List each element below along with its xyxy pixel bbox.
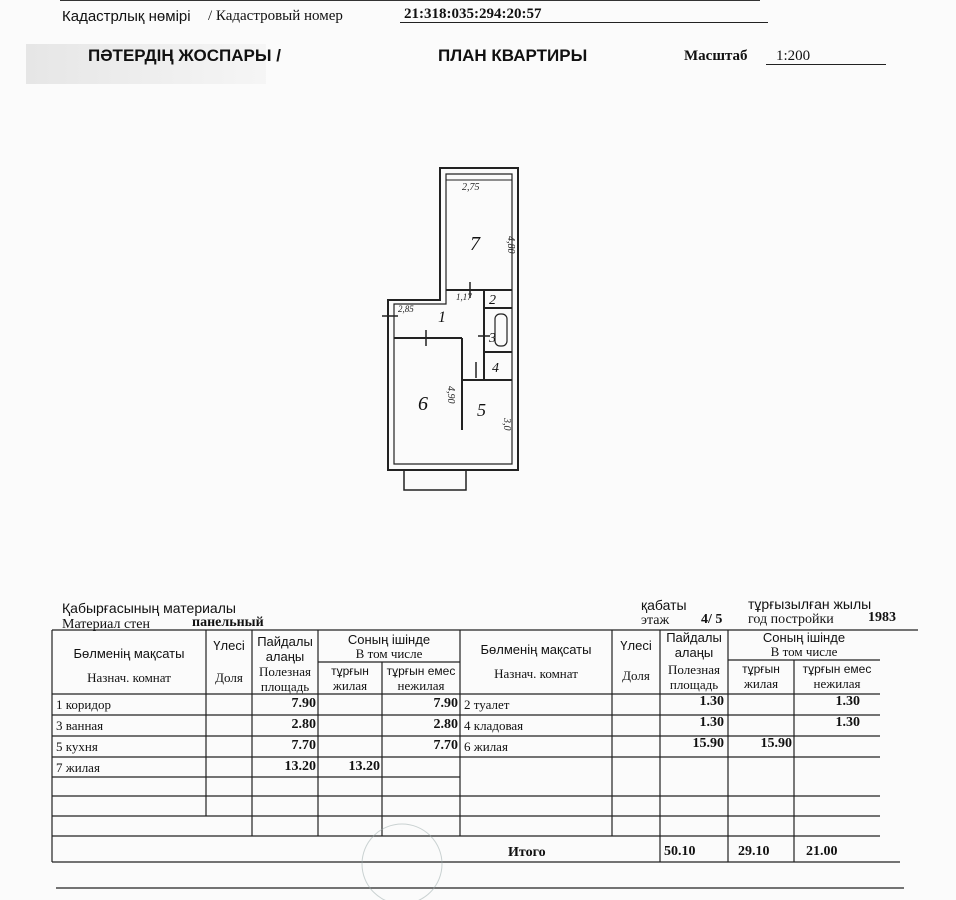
dim-label: 4,90 — [445, 386, 456, 404]
year-label-kz: тұрғызылған жылы — [748, 596, 872, 612]
room-area: 1.30 — [699, 715, 724, 730]
room-label-1: 1 — [438, 309, 446, 326]
dim-label: 2,85 — [398, 304, 414, 314]
col-area-ru: Полезная площадь — [668, 662, 720, 692]
wall-label-ru: Материал стен — [62, 617, 150, 632]
col-living-kz: тұрғын — [331, 664, 369, 678]
floor-value: 4/ 5 — [701, 612, 723, 627]
wall-value: панельный — [192, 615, 264, 630]
room-name: 5 кухня — [56, 739, 98, 754]
total-living: 29.10 — [738, 844, 770, 859]
total-label: Итого — [508, 845, 546, 860]
room-label-6: 6 — [418, 393, 428, 415]
year-label-ru: год постройки — [748, 612, 834, 627]
room-nonliving: 7.90 — [433, 696, 458, 711]
scale-label: Масштаб — [684, 48, 748, 64]
wall-label-kz: Қабырғасының материалы — [62, 600, 236, 616]
col-nonliving-ru: нежилая — [813, 676, 861, 691]
col-purpose-kz: Бөлменің мақсаты — [480, 642, 592, 657]
col-incl-kz: Соның ішінде — [347, 632, 431, 647]
dim-label: 4,80 — [505, 236, 516, 254]
room-area: 13.20 — [284, 759, 316, 774]
scale-value: 1:200 — [776, 48, 811, 64]
col-living-ru: жилая — [332, 678, 368, 693]
room-name: 7 жилая — [56, 760, 100, 775]
col-share-ru: Доля — [215, 670, 243, 685]
total-area: 50.10 — [664, 844, 696, 859]
room-nonliving: 1.30 — [835, 694, 860, 709]
room-name: 1 коридор — [56, 697, 111, 712]
room-living: 13.20 — [348, 759, 380, 774]
col-nonliving-kz: тұрғын емес — [802, 662, 872, 676]
year-value: 1983 — [868, 610, 896, 625]
col-purpose-ru: Назнач. комнат — [494, 666, 578, 681]
cadastral-label-ru: / Кадастровый номер — [208, 8, 343, 24]
col-share-ru: Доля — [622, 668, 650, 683]
col-area-ru: Полезная площадь — [259, 664, 311, 694]
room-area: 7.90 — [291, 696, 316, 711]
col-purpose-kz: Бөлменің мақсаты — [73, 646, 185, 661]
cadastral-number: 21:318:035:294:20:57 — [404, 6, 542, 22]
col-share-kz: Үлесі — [620, 638, 652, 653]
room-label-4: 4 — [492, 361, 499, 376]
room-label-3: 3 — [489, 331, 496, 346]
col-nonliving-ru: нежилая — [397, 678, 445, 693]
room-name: 4 кладовая — [464, 718, 524, 733]
col-living-kz: тұрғын — [742, 662, 780, 676]
total-nonliving: 21.00 — [806, 844, 838, 859]
col-incl-kz: Соның ішінде — [762, 630, 846, 645]
room-label-7: 7 — [470, 233, 480, 255]
col-area-kz: Пайдалы алаңы — [257, 634, 313, 664]
col-incl-ru: В том числе — [355, 646, 423, 661]
col-living-ru: жилая — [743, 676, 779, 691]
col-share-kz: Үлесі — [213, 638, 245, 653]
room-label-5: 5 — [477, 400, 486, 420]
room-nonliving: 2.80 — [433, 717, 458, 732]
floor-label-kz: қабаты — [641, 597, 687, 613]
floor-label-ru: этаж — [641, 613, 670, 628]
room-nonliving: 1.30 — [835, 715, 860, 730]
col-incl-ru: В том числе — [770, 644, 838, 659]
plan-title-kz: ПӘТЕРДІҢ ЖОСПАРЫ / — [88, 46, 281, 65]
plan-title-ru: ПЛАН КВАРТИРЫ — [438, 46, 588, 65]
col-nonliving-kz: тұрғын емес — [386, 664, 456, 678]
col-area-kz: Пайдалы алаңы — [666, 630, 722, 660]
dim-label: 2,75 — [462, 182, 480, 193]
room-nonliving: 7.70 — [433, 738, 458, 753]
room-name: 6 жилая — [464, 739, 508, 754]
dim-label: 3,0 — [501, 418, 512, 431]
room-area: 2.80 — [291, 717, 316, 732]
cadastral-label-kz: Кадастрлық нөмірі — [62, 8, 191, 25]
dim-label: 1,17 — [456, 292, 472, 302]
col-purpose-ru: Назнач. комнат — [87, 670, 171, 685]
room-area: 1.30 — [699, 694, 724, 709]
room-label-2: 2 — [489, 293, 496, 308]
room-area: 15.90 — [692, 736, 724, 751]
room-living: 15.90 — [760, 736, 792, 751]
room-name: 2 туалет — [464, 697, 510, 712]
room-area: 7.70 — [291, 738, 316, 753]
room-name: 3 ванная — [56, 718, 104, 733]
